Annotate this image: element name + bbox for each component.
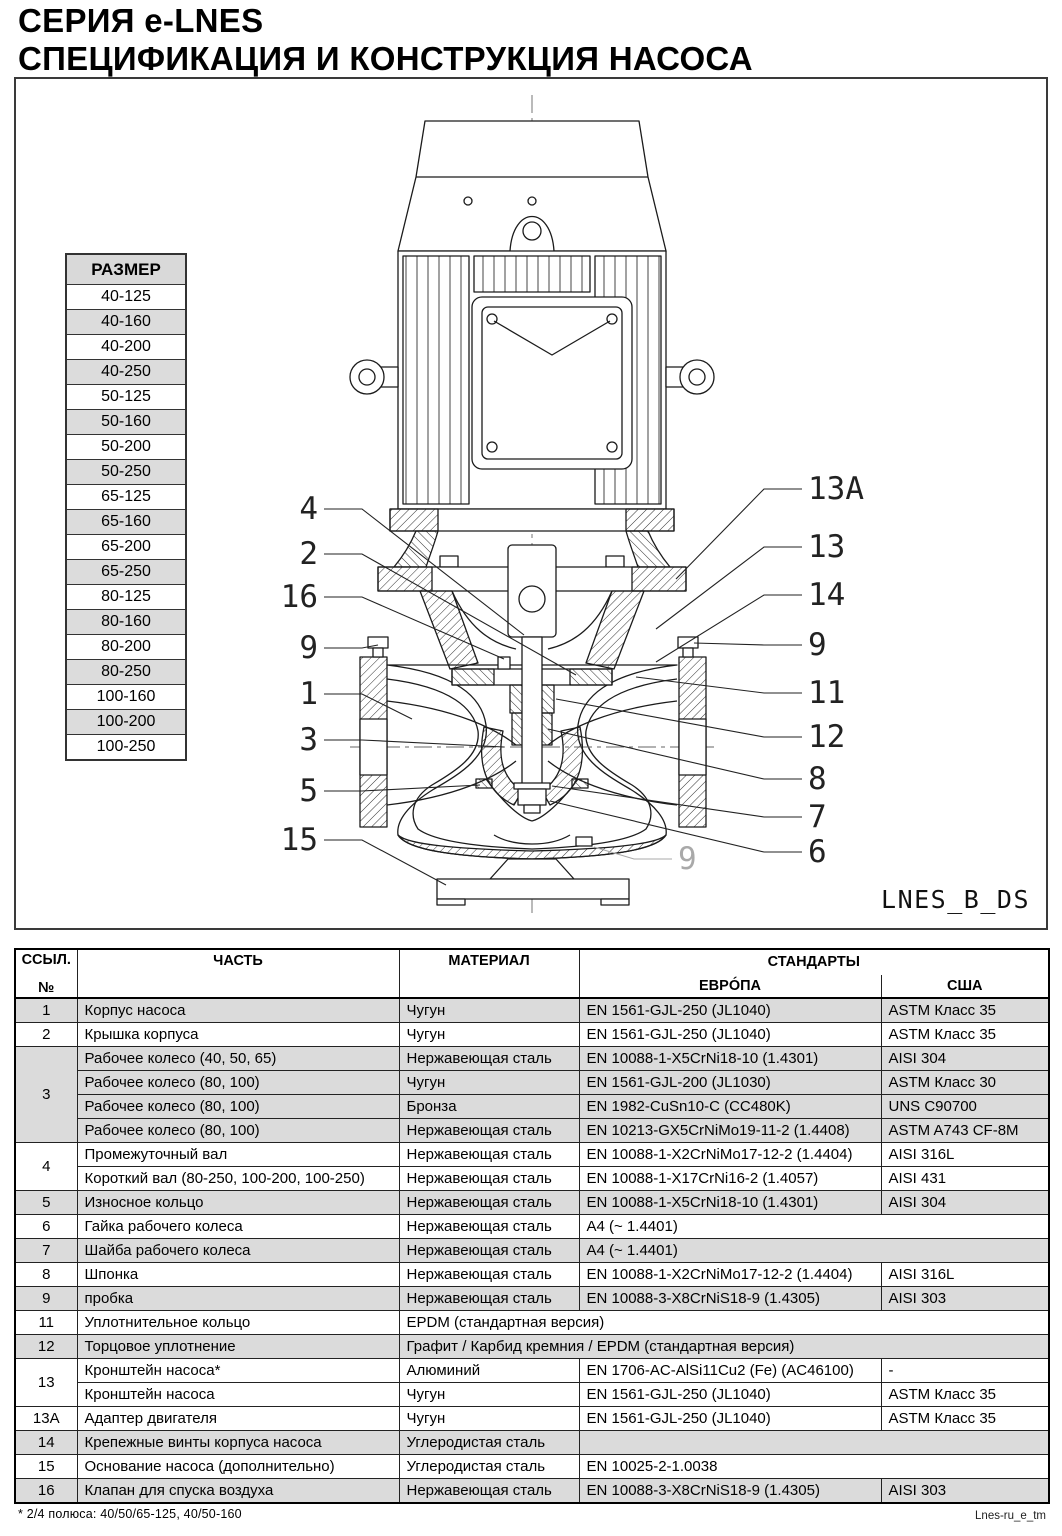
ref-cell: 1	[15, 998, 77, 1023]
svg-text:2: 2	[299, 536, 318, 572]
value-cell: EN 10088-3-X8CrNiS18-9 (1.4305)	[579, 1287, 881, 1311]
col-header-usa: США	[881, 975, 1049, 998]
size-row: 80-125	[67, 585, 185, 610]
value-cell: EN 1561-GJL-250 (JL1040)	[579, 1383, 881, 1407]
ref-cell: 4	[15, 1143, 77, 1191]
col-header-part: ЧАСТЬ	[77, 949, 399, 998]
size-row: 40-160	[67, 310, 185, 335]
svg-text:4: 4	[299, 491, 318, 527]
value-cell: Гайка рабочего колеса	[77, 1215, 399, 1239]
value-cell: Кронштейн насоса	[77, 1383, 399, 1407]
value-cell: Нержавеющая сталь	[399, 1119, 579, 1143]
table-row	[15, 1119, 1049, 1143]
table-row	[15, 1287, 1049, 1311]
size-table-body	[67, 285, 185, 759]
value-cell: Рабочее колесо (80, 100)	[77, 1095, 399, 1119]
size-row: 100-250	[96, 738, 156, 755]
value-cell: Шпонка	[77, 1263, 399, 1287]
size-row: 100-200	[67, 710, 185, 735]
ref-cell: 11	[15, 1311, 77, 1335]
value-cell: AISI 303	[881, 1287, 1049, 1311]
ref-cell: 6	[15, 1215, 77, 1239]
table-row	[15, 1095, 1049, 1119]
table-row	[15, 1359, 1049, 1383]
value-cell: AISI 304	[881, 1191, 1049, 1215]
svg-text:1: 1	[299, 676, 318, 712]
svg-text:9: 9	[808, 627, 827, 663]
ref-cell: 14	[15, 1431, 77, 1455]
table-row	[15, 1143, 1049, 1167]
table-row	[15, 1191, 1049, 1215]
value-cell: Нержавеющая сталь	[399, 1191, 579, 1215]
footnote: * 2/4 полюса: 40/50/65-125, 40/50-160	[18, 1507, 242, 1521]
size-row: 65-125	[67, 485, 185, 510]
table-row	[15, 1071, 1049, 1095]
size-row: 50-250	[67, 460, 185, 485]
value-cell: EN 1561-GJL-250 (JL1040)	[579, 1407, 881, 1431]
parts-table	[14, 948, 1050, 1504]
page-title-line1: СЕРИЯ e-LNES	[18, 2, 264, 39]
ref-cell: 3	[15, 1047, 77, 1143]
ref-cell: 2	[15, 1023, 77, 1047]
table-row	[15, 1479, 1049, 1504]
value-cell: EN 1706-AC-AlSi11Cu2 (Fe) (AC46100)	[579, 1359, 881, 1383]
value-cell: EN 10088-1-X17CrNi16-2 (1.4057)	[579, 1167, 881, 1191]
value-cell: Уплотнительное кольцо	[77, 1311, 399, 1335]
value-cell: Шайба рабочего колеса	[77, 1239, 399, 1263]
page-title	[18, 2, 753, 77]
value-cell: Углеродистая сталь	[399, 1431, 579, 1455]
value-cell: Чугун	[399, 1407, 579, 1431]
col-header-ref	[15, 949, 77, 998]
value-cell	[579, 1431, 1049, 1455]
value-cell: Износное кольцо	[77, 1191, 399, 1215]
svg-text:13: 13	[808, 529, 846, 565]
ref-cell: 16	[15, 1479, 77, 1504]
size-row: 80-160	[67, 610, 185, 635]
parts-table-body	[15, 998, 1049, 1503]
value-cell: Графит / Карбид кремния / EPDM (стандартная версия)	[399, 1335, 1049, 1359]
value-cell: Клапан для спуска воздуха	[77, 1479, 399, 1504]
table-row	[15, 1023, 1049, 1047]
table-row	[15, 1239, 1049, 1263]
svg-text:5: 5	[299, 773, 318, 809]
value-cell: EN 1561-GJL-200 (JL1030)	[579, 1071, 881, 1095]
callout-9	[694, 627, 827, 663]
value-cell: Чугун	[399, 1071, 579, 1095]
table-row	[15, 1167, 1049, 1191]
ref-cell: 13A	[15, 1407, 77, 1431]
ref-cell: 7	[15, 1239, 77, 1263]
value-cell: Кронштейн насоса*	[77, 1359, 399, 1383]
value-cell: AISI 304	[881, 1047, 1049, 1071]
ref-cell: 5	[15, 1191, 77, 1215]
size-row: 40-125	[67, 285, 185, 310]
ref-cell: 9	[15, 1287, 77, 1311]
value-cell: Нержавеющая сталь	[399, 1479, 579, 1504]
svg-text:7: 7	[808, 799, 827, 835]
value-cell: EN 10025-2-1.0038	[579, 1455, 1049, 1479]
value-cell: EN 10088-1-X2CrNiMo17-12-2 (1.4404)	[579, 1143, 881, 1167]
value-cell: Крышка корпуса	[77, 1023, 399, 1047]
value-cell: EN 1561-GJL-250 (JL1040)	[579, 1023, 881, 1047]
ref-cell: 15	[15, 1455, 77, 1479]
ref-cell: 13	[15, 1359, 77, 1407]
callout-11	[636, 675, 845, 711]
size-table	[65, 253, 187, 761]
value-cell: A4 (~ 1.4401)	[579, 1239, 1049, 1263]
pump-drawing-geometry	[350, 121, 714, 905]
value-cell: AISI 303	[881, 1479, 1049, 1504]
value-cell: Нержавеющая сталь	[399, 1287, 579, 1311]
col-header-material: МАТЕРИАЛ	[399, 949, 579, 998]
table-row	[15, 1263, 1049, 1287]
value-cell: Нержавеющая сталь	[399, 1215, 579, 1239]
callout-1	[299, 676, 412, 719]
value-cell: Нержавеющая сталь	[399, 1167, 579, 1191]
value-cell: Чугун	[399, 1023, 579, 1047]
svg-text:6: 6	[808, 834, 827, 870]
size-row: 80-250	[67, 660, 185, 685]
value-cell: EN 10088-3-X8CrNiS18-9 (1.4305)	[579, 1479, 881, 1504]
value-cell: Короткий вал (80-250, 100-200, 100-250)	[77, 1167, 399, 1191]
value-cell: Основание насоса (дополнительно)	[77, 1455, 399, 1479]
value-cell: Нержавеющая сталь	[399, 1263, 579, 1287]
value-cell: EN 1561-GJL-250 (JL1040)	[579, 998, 881, 1023]
svg-text:15: 15	[280, 822, 318, 858]
value-cell: EPDM (стандартная версия)	[399, 1311, 1049, 1335]
table-row	[15, 1455, 1049, 1479]
value-cell: Рабочее колесо (80, 100)	[77, 1071, 399, 1095]
value-cell: -	[881, 1359, 1049, 1383]
ref-cell: 8	[15, 1263, 77, 1287]
table-row	[15, 1215, 1049, 1239]
value-cell: Торцовое уплотнение	[77, 1335, 399, 1359]
col-header-standards: СТАНДАРТЫ	[579, 949, 1049, 975]
value-cell: Корпус насоса	[77, 998, 399, 1023]
table-row	[15, 1047, 1049, 1071]
value-cell: EN 10213-GX5CrNiMo19-11-2 (1.4408)	[579, 1119, 881, 1143]
value-cell: EN 1982-CuSn10-C (CC480K)	[579, 1095, 881, 1119]
size-row: 40-250	[67, 360, 185, 385]
value-cell: ASTM Класс 35	[881, 1383, 1049, 1407]
col-header-europe: ЕВРÓПА	[579, 975, 881, 998]
value-cell: Алюминий	[399, 1359, 579, 1383]
size-row: 50-160	[67, 410, 185, 435]
value-cell: Бронза	[399, 1095, 579, 1119]
table-row	[15, 998, 1049, 1023]
size-row: 65-200	[67, 535, 185, 560]
value-cell: Нержавеющая сталь	[399, 1143, 579, 1167]
value-cell: Углеродистая сталь	[399, 1455, 579, 1479]
value-cell: AISI 316L	[881, 1143, 1049, 1167]
size-row: 80-200	[67, 635, 185, 660]
svg-text:13A: 13A	[808, 471, 864, 507]
svg-text:12: 12	[808, 719, 846, 755]
svg-text:9: 9	[299, 630, 318, 666]
drawing-code: LNES_B_DS	[881, 885, 1030, 914]
svg-text:9: 9	[678, 841, 697, 877]
value-cell: Чугун	[399, 1383, 579, 1407]
value-cell: AISI 431	[881, 1167, 1049, 1191]
value-cell: пробка	[77, 1287, 399, 1311]
value-cell: Промежуточный вал	[77, 1143, 399, 1167]
value-cell: ASTM Класс 35	[881, 1407, 1049, 1431]
value-cell: Чугун	[399, 998, 579, 1023]
value-cell: ASTM Класс 35	[881, 998, 1049, 1023]
value-cell: Крепежные винты корпуса насоса	[77, 1431, 399, 1455]
table-row	[15, 1311, 1049, 1335]
table-row	[15, 1431, 1049, 1455]
size-row: 50-200	[67, 435, 185, 460]
parts-table-head	[15, 949, 1049, 998]
svg-text:16: 16	[280, 579, 318, 615]
value-cell: Рабочее колесо (80, 100)	[77, 1119, 399, 1143]
value-cell: ASTM A743 CF-8M	[881, 1119, 1049, 1143]
value-cell: ASTM Класс 30	[881, 1071, 1049, 1095]
value-cell: EN 10088-1-X5CrNi18-10 (1.4301)	[579, 1191, 881, 1215]
document-code: Lnes-ru_e_tm	[975, 1510, 1046, 1522]
size-row: 65-250	[67, 560, 185, 585]
table-row	[15, 1407, 1049, 1431]
value-cell: ASTM Класс 35	[881, 1023, 1049, 1047]
table-row	[15, 1383, 1049, 1407]
size-row: 100-160	[67, 685, 185, 710]
svg-text:11: 11	[808, 675, 846, 711]
svg-text:3: 3	[299, 722, 318, 758]
size-row: 40-200	[67, 335, 185, 360]
value-cell: A4 (~ 1.4401)	[579, 1215, 1049, 1239]
svg-text:14: 14	[808, 577, 846, 613]
value-cell: Адаптер двигателя	[77, 1407, 399, 1431]
size-row: 65-160	[67, 510, 185, 535]
col-header-ref-line2: №	[38, 980, 55, 996]
value-cell: Рабочее колесо (40, 50, 65)	[77, 1047, 399, 1071]
size-row: 50-125	[67, 385, 185, 410]
svg-text:8: 8	[808, 761, 827, 797]
value-cell: UNS C90700	[881, 1095, 1049, 1119]
page-title-line2: СПЕЦИФИКАЦИЯ И КОНСТРУКЦИЯ НАСОСА	[18, 39, 753, 77]
value-cell: Нержавеющая сталь	[399, 1047, 579, 1071]
value-cell: EN 10088-1-X2CrNiMo17-12-2 (1.4404)	[579, 1263, 881, 1287]
diagram-frame	[14, 77, 1048, 930]
value-cell: EN 10088-1-X5CrNi18-10 (1.4301)	[579, 1047, 881, 1071]
table-row	[15, 1335, 1049, 1359]
col-header-ref-line1: ССЫЛ.	[21, 952, 71, 968]
value-cell: Нержавеющая сталь	[399, 1239, 579, 1263]
value-cell: AISI 316L	[881, 1263, 1049, 1287]
size-table-header: РАЗМЕР	[67, 255, 185, 285]
ref-cell: 12	[15, 1335, 77, 1359]
